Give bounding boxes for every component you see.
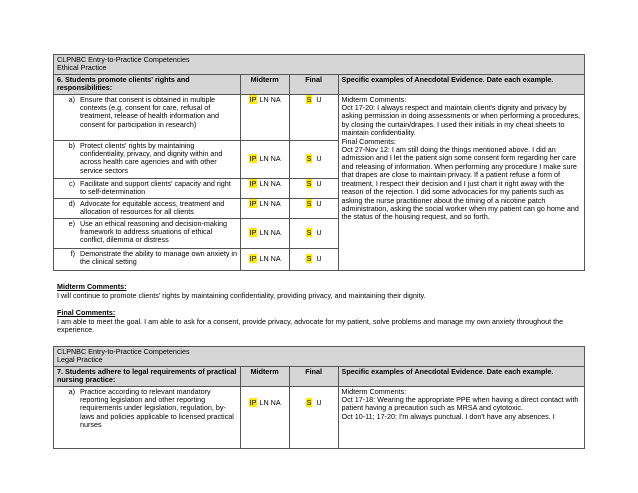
table-title: CLPNBC Entry-to-Practice Competencies <box>57 347 190 356</box>
column-header-midterm: Midterm <box>240 74 289 94</box>
final-comments-title: Final Comments: <box>57 308 116 317</box>
competency-table-legal <box>53 346 585 449</box>
competency-table-ethical <box>53 54 585 271</box>
table-category: Legal Practice <box>57 355 103 365</box>
column-header-examples: Specific examples of Anecdotal Evidence. Date each example. <box>338 366 584 386</box>
midterm-rating-ip: IP <box>249 228 257 238</box>
midterm-comments-text: I will continue to promote clients' rights by maintaining confidentiality, providing privacy, and maintaining their dignity. <box>57 290 426 300</box>
midterm-rating-ip: IP <box>249 397 257 407</box>
table-row <box>54 94 585 140</box>
final-rating-u: U <box>316 397 322 407</box>
item-text: Facilitate and support clients' capacity and right to self-determination <box>80 178 231 197</box>
column-header-final: Final <box>289 366 338 386</box>
examples-midterm-title: Midterm Comments: <box>341 386 407 396</box>
midterm-rating-ip: IP <box>249 254 257 264</box>
item-label: b) <box>68 140 75 150</box>
competency-heading: 7. Students adhere to legal requirements of practical nursing practice: <box>54 366 241 386</box>
final-rating-s: S <box>306 94 312 104</box>
final-rating-u: U <box>316 94 322 104</box>
column-header-final: Final <box>289 74 338 94</box>
item-label: d) <box>68 198 75 208</box>
midterm-rating-ip: IP <box>249 198 257 208</box>
column-header-examples: Specific examples of Anecdotal Evidence. Date each example. <box>338 74 584 94</box>
table-title: CLPNBC Entry-to-Practice Competencies <box>57 55 190 64</box>
examples-final-title: Final Comments: <box>341 136 396 146</box>
anecdotal-evidence-cell <box>338 94 584 270</box>
item-label: a) <box>68 386 75 396</box>
midterm-comments-title: Midterm Comments: <box>57 282 127 291</box>
item-text: Ensure that consent is obtained in multiple contexts (e.g. consent for care, refusal of treatment, release of health information and consent for participation in research) <box>80 94 220 129</box>
final-rating-s: S <box>306 178 312 188</box>
final-rating-s: S <box>306 228 312 238</box>
item-text: Practice according to relevant mandatory reporting legislation and other reporting requirements under legislation, regulation, by-laws and policies applicable to licensed practical nurses <box>80 386 234 430</box>
examples-text: Oct 10-11; 17-20: I'm always punctual. I don't have any absences. I <box>341 411 555 421</box>
final-rating-u: U <box>316 178 322 188</box>
examples-midterm-title: Midterm Comments: <box>341 94 407 104</box>
table-title-cell <box>54 347 585 367</box>
table-row <box>54 386 585 448</box>
examples-final-text: Oct 27-Nov 12: I am still doing the things mentioned above. I did an admission and I let the patient sign some consent form regarding her care and releasing of information. When performing any procedure I make sure that drapes are close to maintain privacy. If a patient refuse a form of treatment, I respect their decision and I just chart it right away with the reason of the rejection. I did some advocacies for my patients such as asking the nurse practitioner about the timing of a nicotine patch administration, asking the social worker when my patient can go home and the status of the housing request, and so forth. <box>341 145 579 222</box>
midterm-rating-options: LN NA <box>257 397 281 407</box>
examples-text: Oct 17-18: Wearing the appropriate PPE when having a direct contact with patient having a precaution such as MRSA and cytotoxic. <box>341 395 579 413</box>
midterm-rating-ip: IP <box>249 154 257 164</box>
item-text: Protect clients' rights by maintaining confidentiality, privacy, and dignity within and across health care agencies and with other service sectors <box>80 140 223 175</box>
midterm-rating-options: LN NA <box>257 198 281 208</box>
midterm-rating-options: LN NA <box>257 228 281 238</box>
midterm-rating-options: LN NA <box>257 254 281 264</box>
final-rating-s: S <box>306 397 312 407</box>
item-text: Advocate for equitable access, treatment and allocation of resources for all clients <box>80 198 225 217</box>
competency-heading: 6. Students promote clients' rights and responsibilities: <box>54 74 241 94</box>
item-label: f) <box>70 248 75 258</box>
table-category: Ethical Practice <box>57 63 107 73</box>
final-comments-section <box>57 309 587 335</box>
item-label: a) <box>68 94 75 104</box>
column-header-midterm: Midterm <box>240 366 289 386</box>
item-text: Use an ethical reasoning and decision-making framework to address situations of ethical conflict, dilemma or distress <box>80 218 228 245</box>
midterm-comments-section <box>57 283 587 300</box>
midterm-rating-options: LN NA <box>257 178 281 188</box>
midterm-rating-options: LN NA <box>257 154 281 164</box>
final-rating-s: S <box>306 254 312 264</box>
anecdotal-evidence-cell <box>338 386 584 448</box>
final-rating-u: U <box>316 228 322 238</box>
item-label: c) <box>69 178 75 188</box>
final-comments-text: I am able to meet the goal. I am able to ask for a consent, provide privacy, advocate for my patient, solve problems and manage my own anxiety throughout the experience. <box>57 316 564 335</box>
item-label: e) <box>68 218 75 228</box>
item-text: Demonstrate the ability to manage own anxiety in the clinical setting <box>80 248 238 267</box>
table-title-cell <box>54 55 585 75</box>
final-rating-s: S <box>306 154 312 164</box>
final-rating-s: S <box>306 198 312 208</box>
examples-midterm-text: Oct 17-20: I always respect and maintain client's dignity and privacy by asking permission in doing assessments or when performing a procedures, by closing the curtain/drapes. I used their initials in my cheat sheets to maintain confidentiality. <box>341 103 581 138</box>
final-rating-u: U <box>316 154 322 164</box>
midterm-rating-options: LN NA <box>257 94 281 104</box>
final-rating-u: U <box>316 254 322 264</box>
midterm-rating-ip: IP <box>249 94 257 104</box>
final-rating-u: U <box>316 198 322 208</box>
midterm-rating-ip: IP <box>249 178 257 188</box>
